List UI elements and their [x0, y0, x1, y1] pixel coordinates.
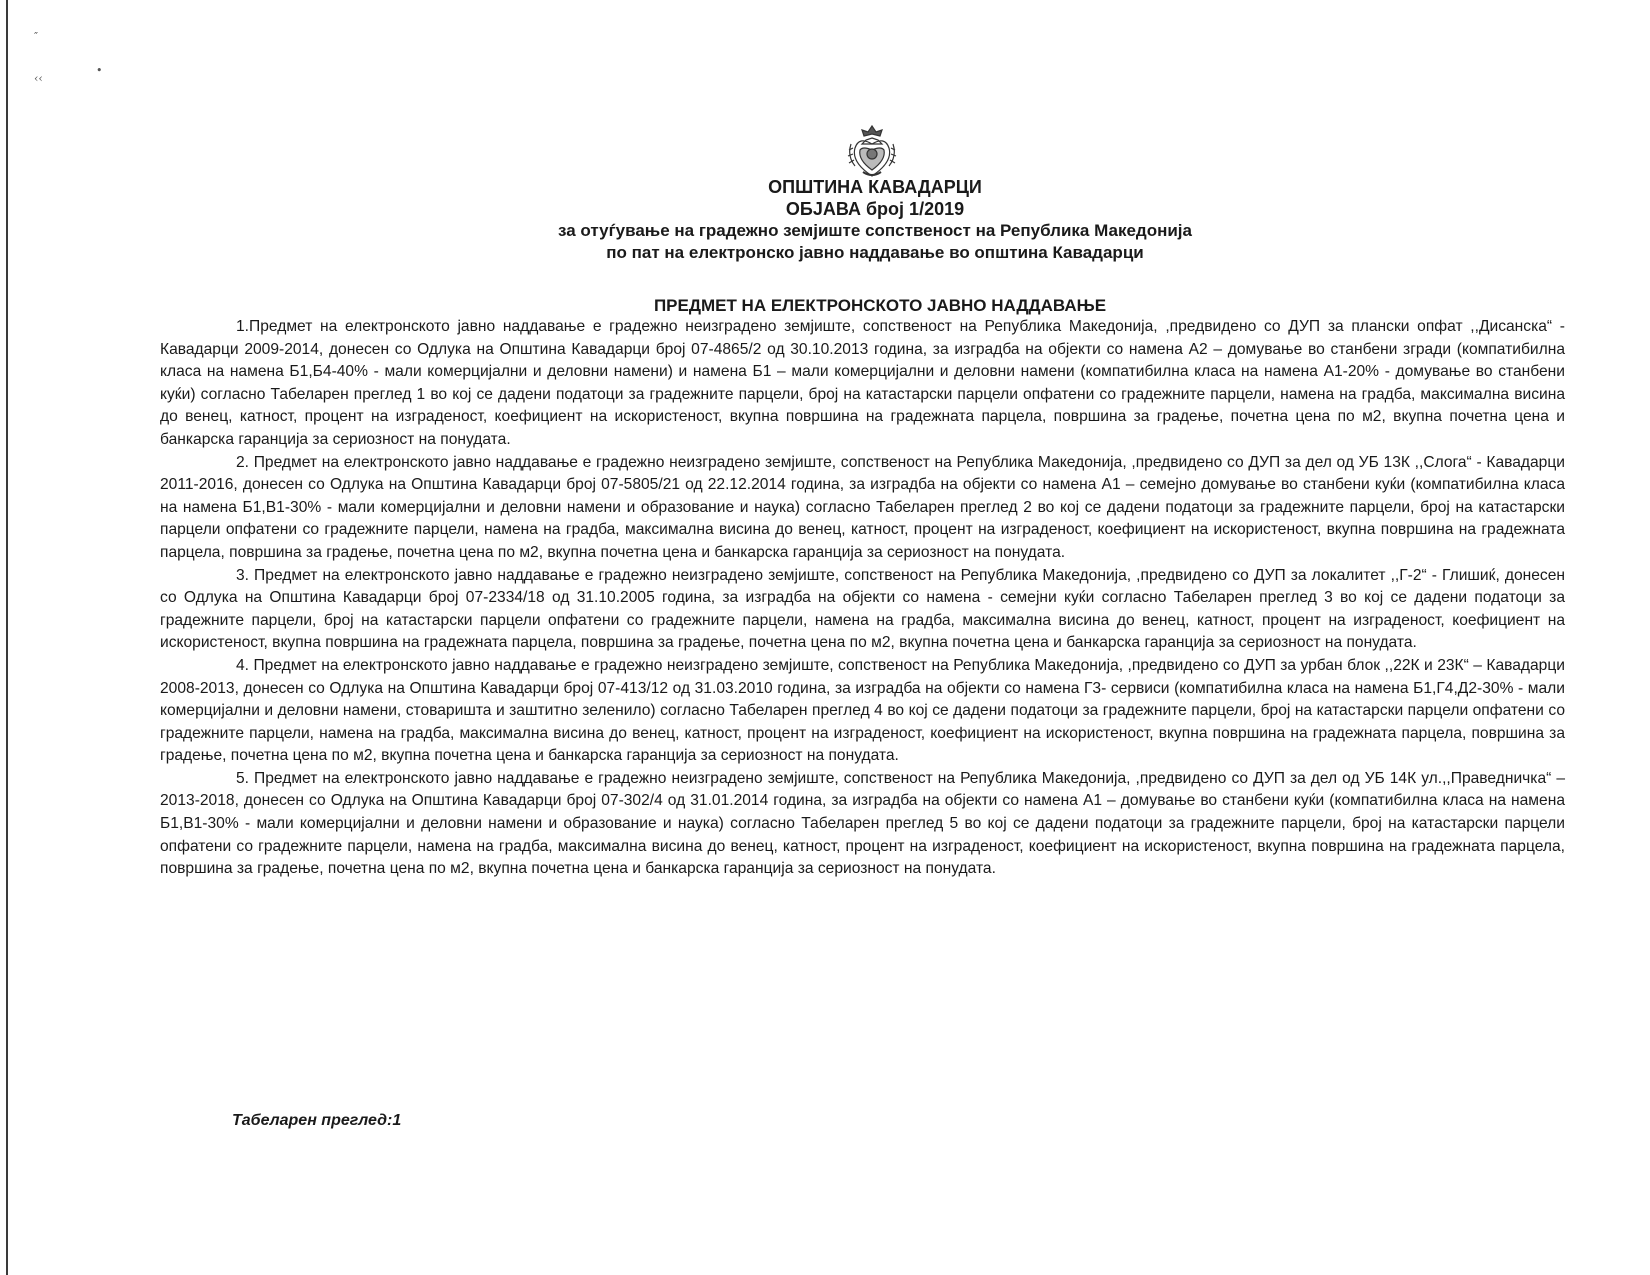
announcement-number: ОБЈАВА број 1/2019 — [785, 199, 965, 219]
coat-of-arms-icon — [845, 122, 899, 180]
table-caption: Табеларен преглед:1 — [232, 1112, 402, 1129]
paragraph-2: 2. Предмет на електронското јавно наддавање е градежно неизградено земјиште, сопственост на Република Македонија, ,предвидено со ДУП за дел од УБ 13К ,,Слога“ - Кавадарци 2011-2016, донесен со Одлука на Општина Кавадарци број 07-5805/21 од 22.12.2014 година, за изградба на објекти со намена А1 – семејно домување во станбени куќи (компатибилна класа на намена Б1,В1-30% - мали комерцијални и деловни намени и образование и наука) согласно Табеларен преглед 2 во кој се дадени податоци за градежните парцели, број на катастарски парцели опфатени со градежните парцели, намена на градба, максимална висина до венец, катност, процент на изграденост, коефициент на искористеност, вкупна површина на градежната парцела, површина за градење, почетна цена по м2, вкупна почетна цена и банкарска гаранција за сериозност на понудата. — [160, 453, 1565, 561]
announcement-purpose-line-2: по пат на електронско јавно наддавање во општина Кавадарци — [606, 243, 1144, 262]
scan-speck: • — [96, 64, 103, 77]
municipality-name: ОПШТИНА КАВАДАРЦИ — [768, 177, 982, 197]
paragraph-5: 5. Предмет на електронското јавно наддавање е градежно неизградено земјиште, сопственост на Република Македонија, ,предвидено со ДУП за дел од УБ 14К ул.,,Праведничка“ – 2013-2018, донесен со Одлука на Општина Кавадарци број 07-302/4 од 31.01.2014 година, за изградба на објекти со намена А1 – домување во станбени куќи (компатибилна класа на намена Б1,В1-30% - мали комерцијални и деловни намени и образование и наука) согласно Табеларен преглед 5 во кој се дадени податоци за градежните парцели, број на катастарски парцели опфатени со градежните парцели, намена на градба, максимална висина до венец, катност, процент на изграденост, коефициент на искористеност, вкупна површина на градежната парцела, површина за градење, почетна цена по м2, вкупна почетна цена и банкарска гаранција за сериозност на понудата. — [160, 769, 1565, 878]
paragraph-3: 3. Предмет на електронското јавно наддавање е градежно неизградено земјиште, сопственост на Република Македонија, ,предвидено со ДУП за локалитет ,,Г-2“ - Глишиќ, донесен со Одлука на Општина Кавадарци број 07-2334/18 од 31.10.2005 година, за изградба на објекти со намена - семејни куќи согласно Табеларен преглед 3 во кој се дадени податоци за градежните парцели, број на катастарски парцели опфатени со градежните парцели, намена на градба, максимална висина до венец, катност, процент на изграденост, коефициент на искористеност, вкупна површина на градежната парцела, површина за градење, почетна цена по м2, вкупна почетна цена и банкарска гаранција за сериозност на понудата. — [160, 566, 1565, 652]
paragraph-4: 4. Предмет на електронското јавно наддавање е градежно неизградено земјиште, сопственост на Република Македонија, ,предвидено со ДУП за урбан блок ,,22К и 23К“ – Кавадарци 2008-2013, донесен со Одлука на Општина Кавадарци број 07-413/12 од 31.03.2010 година, за изградба на објекти со намена Г3- сервиси (компатибилна класа на намена Б1,Г4,Д2-30% - мали комерцијални и деловни намени, стоваришта и заштитно зеленило) согласно Табеларен преглед 4 во кој се дадени податоци за градежните парцели, број на катастарски парцели опфатени со градежните парцели, намена на градба, максимална висина до венец, катност, процент на изграденост, коефициент на искористеност, вкупна површина на градежната парцела, површина за градење, почетна цена по м2, вкупна почетна цена и банкарска гаранција за сериозност на понудата. — [160, 656, 1565, 765]
announcement-purpose-line-1: за отуѓување на градежно земјиште сопственост на Република Македонија — [558, 221, 1192, 240]
section-title: ПРЕДМЕТ НА ЕЛЕКТРОНСКОТО ЈАВНО НАДДАВАЊЕ — [653, 296, 1107, 315]
paragraph-1: 1.Предмет на електронското јавно наддавање е градежно неизградено земјиште, сопственост на Република Македонија, ,предвидено со ДУП за плански опфат ,,Дисанска“ - Кавадарци 2009-2014, донесен со Одлука на Општина Кавадарци број 07-4865/2 од 30.10.2013 година, за изградба на објекти со намена А2 – домување во станбени згради (компатибилна класа на намена Б1,Б4-40% - мали комерцијални и деловни намени) и намена Б1 – мали комерцијални и деловни намени (компатибилна класа на намена А1-20% - домување во станбени куќи) согласно Табеларен преглед 1 во кој се дадени податоци за градежните парцели, број на катастарски парцели опфатени со градежните парцели, намена на градба, максимална висина до венец, катност, процент на изграденост, коефициент на искористеност, вкупна површина на градежната парцела, површина за градење, почетна цена по м2, вкупна почетна цена и банкарска гаранција за сериозност на понудата. — [160, 318, 1565, 448]
document-header — [0, 176, 1650, 264]
document-body — [160, 316, 1565, 881]
scan-speck: ″ — [34, 30, 39, 43]
scan-speck: ‹‹ — [34, 72, 43, 85]
